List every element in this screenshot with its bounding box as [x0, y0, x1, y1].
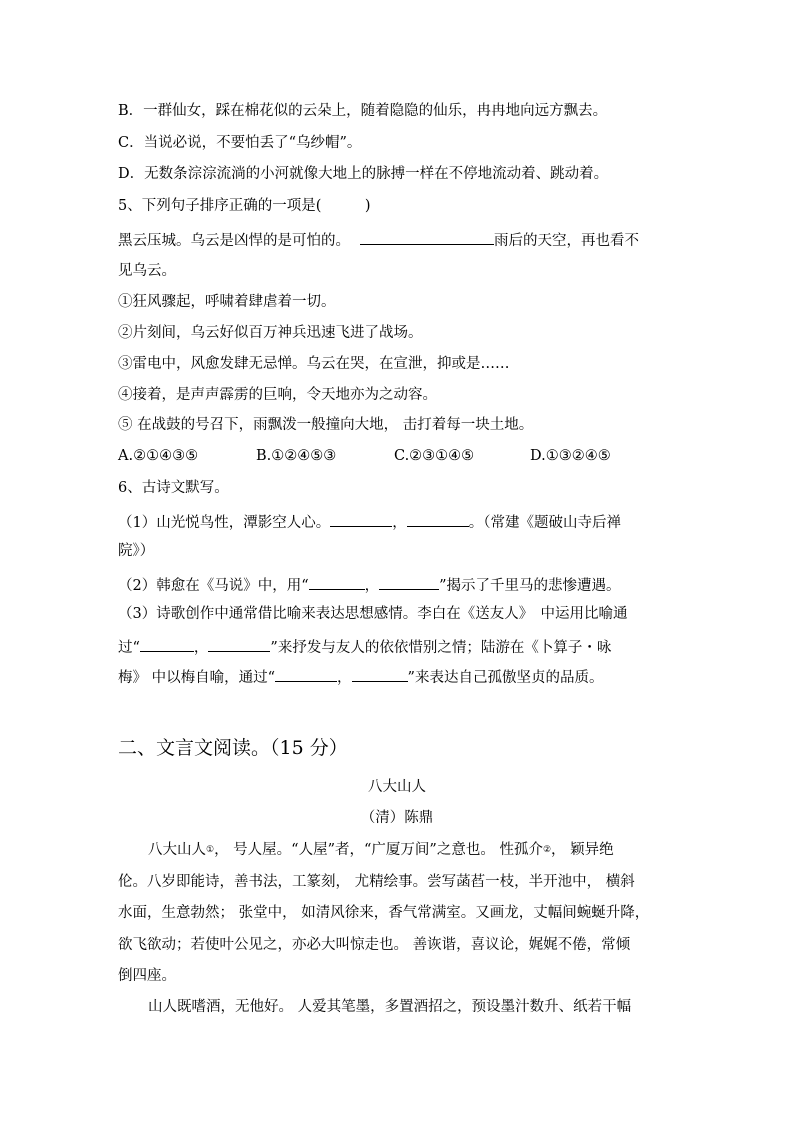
article-line-1: 八大山人①， 号人屋。“人屋”者，“广厦万间”之意也。 性孤介②， 颖异绝	[148, 842, 614, 858]
article-author: （清）陈鼎	[360, 810, 434, 826]
choice-row	[118, 446, 611, 466]
poem-item-2: （2）韩愈在《马说》中，用“ ， ”揭示了千里马的悲惨遭遇。	[118, 574, 621, 596]
poem-item-1-cont: 院》）	[118, 543, 155, 559]
question-5-stem: 5、下列句子排序正确的一项是( )	[118, 198, 371, 214]
passage-part-a: 黑云压城。乌云是凶悍的是可怕的。	[118, 233, 350, 249]
option-c: C．当说必说，不要怕丢了“乌纱帽”。	[118, 135, 362, 151]
answer-blank[interactable]	[140, 636, 194, 652]
choice-b: B.①②④⑤③	[256, 448, 337, 464]
option-b: B．一群仙女，踩在棉花似的云朵上，随着隐隐的仙乐，冉冉地向远方飘去。	[118, 103, 608, 119]
section-heading: 二、文言文阅读。（15 分）	[118, 737, 348, 759]
option-d: D．无数条淙淙流淌的小河就像大地上的脉搏一样在不停地流动着、跳动着。	[118, 166, 609, 182]
poem-item-3: （3）诗歌创作中通常借比喻来表达思想感情。李白在《送友人》 中运用比喻通	[118, 606, 628, 622]
sentence-5: ⑤ 在战鼓的号召下，雨飘泼一般撞向大地， 击打着每一块土地。	[118, 417, 534, 433]
article-line-2: 伦。八岁即能诗，善书法，工篆刻， 尤精绘事。尝写菡萏一枝，半开池中， 横斜	[118, 874, 635, 890]
poem-item-3-line3: 梅》 中以梅自喻，通过“ ， ”来表达自己孤傲坚贞的品质。	[118, 666, 603, 688]
question-5-passage	[118, 229, 639, 251]
sentence-1: ①狂风骤起，呼啸着肆虐着一切。	[118, 294, 336, 310]
answer-blank[interactable]	[352, 666, 408, 682]
footnote-marker: ②	[542, 845, 552, 855]
passage-part-b: 雨后的天空，再也看不	[494, 233, 639, 249]
choice-d: D.①③②④⑤	[530, 448, 611, 464]
answer-blank[interactable]	[309, 574, 365, 590]
footnote-marker: ①	[206, 845, 215, 855]
choice-c: C.②③①④⑤	[394, 448, 475, 464]
answer-blank[interactable]	[407, 511, 469, 527]
article-line-3: 水面，生意勃然； 张堂中， 如清风徐来，香气常满室。又画龙，丈幅间蜿蜒升降，	[118, 905, 650, 921]
article-title: 八大山人	[368, 779, 426, 795]
answer-blank[interactable]	[330, 511, 392, 527]
article-line-4: 欲飞欲动；若使叶公见之，亦必大叫惊走也。 善诙谐，喜议论，娓娓不倦，常倾	[118, 937, 631, 953]
answer-blank[interactable]	[379, 574, 439, 590]
answer-blank[interactable]	[360, 229, 494, 245]
passage-part-c: 见乌云。	[118, 263, 176, 279]
poem-item-1: （1）山光悦鸟性，潭影空人心。 ， 。（常建《题破山寺后禅	[118, 511, 621, 533]
answer-blank[interactable]	[208, 636, 270, 652]
sentence-4: ④接着，是声声霹雳的巨响，令天地亦为之动容。	[118, 387, 437, 403]
article-line-5: 倒四座。	[118, 968, 176, 984]
question-6-stem: 6、古诗文默写。	[118, 480, 229, 496]
article-line-6: 山人既嗜酒，无他好。 人爱其笔墨，多置酒招之，预设墨汁数升、纸若干幅	[148, 999, 632, 1015]
poem-item-3-line2: 过“ ， ”来抒发与友人的依依惜别之情；陆游在《卜算子・咏	[118, 636, 611, 658]
sentence-2: ②片刻间，乌云好似百万神兵迅速飞进了战场。	[118, 325, 423, 341]
answer-blank[interactable]	[275, 666, 337, 682]
choice-a: A.②①④③⑤	[118, 448, 199, 464]
sentence-3: ③雷电中，风愈发肆无忌惮。乌云在哭，在宣泄，抑或是……	[118, 356, 510, 372]
